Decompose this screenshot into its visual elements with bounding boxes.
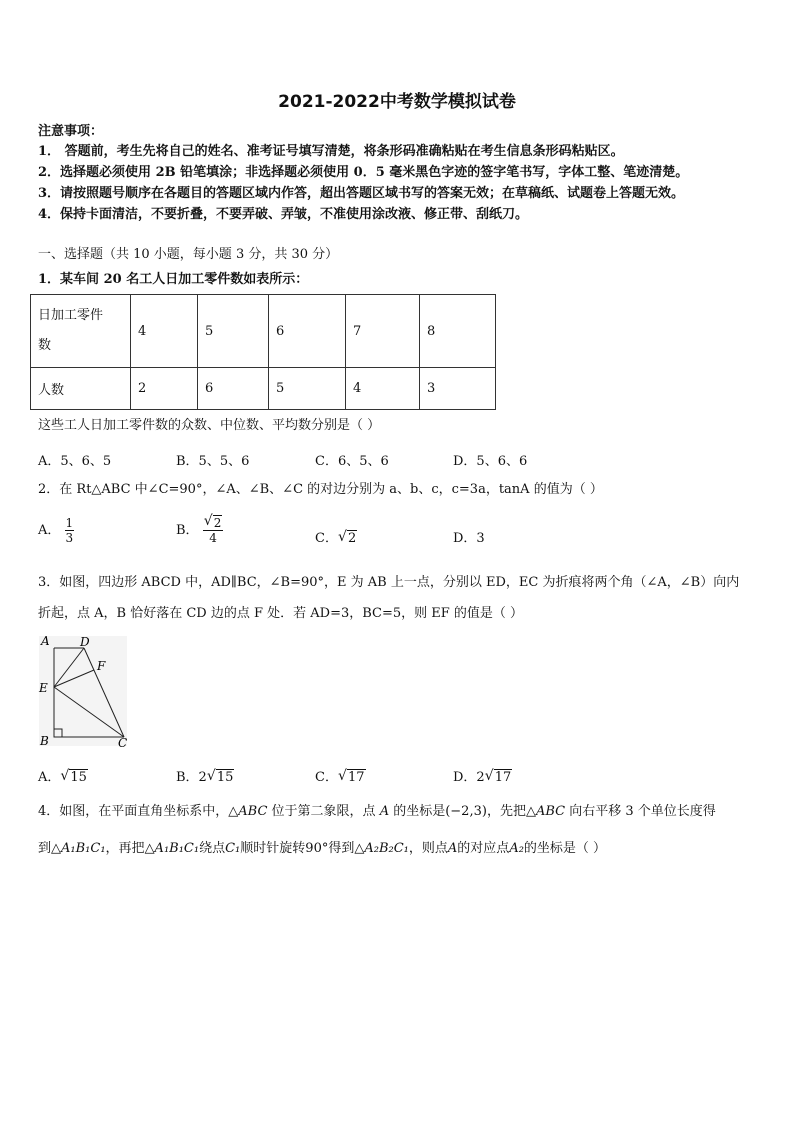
option-label: A． — [38, 523, 61, 538]
option-label: B．2 — [176, 770, 207, 785]
page-title: 2021-2022中考数学模拟试卷 — [278, 92, 516, 112]
figure-label-f: F — [97, 659, 106, 673]
question-2-option-c[interactable] — [315, 527, 357, 546]
sqrt — [338, 531, 357, 546]
section-heading: 一、选择题（共 10 小题，每小题 3 分，共 30 分） — [38, 247, 339, 262]
sqrt-value: 15 — [70, 770, 87, 785]
option-label: A． — [38, 770, 61, 785]
option-label: B． — [176, 523, 199, 538]
table-header-line-1: 日加工零件 — [38, 308, 104, 323]
option-label: C． — [315, 770, 338, 785]
option-label: D．2 — [453, 770, 485, 785]
text: 位于第二象限，点 — [267, 804, 380, 819]
table-row-header — [31, 295, 131, 368]
sqrt — [207, 770, 235, 785]
table-row-header: 人数 — [31, 368, 131, 410]
text: 到 — [38, 841, 52, 856]
text: 绕点 — [199, 841, 226, 856]
fraction-denominator: 4 — [209, 531, 217, 545]
sqrt-value: 15 — [216, 770, 234, 785]
question-2-option-a[interactable] — [38, 516, 74, 545]
math: △A₁B₁C₁ — [51, 841, 106, 856]
fraction-numerator — [203, 513, 224, 531]
table-cell: 5 — [269, 368, 346, 410]
figure-label-c: C — [118, 736, 128, 750]
math: A₂ — [509, 841, 524, 856]
table-cell: 4 — [131, 295, 198, 368]
radical-icon: √ — [484, 768, 494, 784]
table-cell: 7 — [346, 295, 420, 368]
math: △A₂B₂C₁ — [354, 841, 409, 856]
math: 90° — [305, 841, 329, 856]
math: △ABC — [228, 804, 268, 819]
question-3-stem-line-2: 折起，点 A，B 恰好落在 CD 边的点 F 处．若 AD=3，BC=5，则 EF 的值是（ ） — [38, 606, 524, 621]
table-cell: 3 — [420, 368, 496, 410]
question-1-option-b[interactable]: B．5、5、6 — [176, 454, 250, 469]
table-cell: 6 — [269, 295, 346, 368]
sqrt-value: 17 — [347, 770, 365, 785]
notice-item-3: 3．请按照题号顺序在各题目的答题区域内作答，超出答题区域书写的答案无效；在草稿纸、试题卷上答题无效。 — [38, 186, 685, 201]
sqrt-value: 17 — [494, 770, 512, 785]
text: 向右平移 3 个单位长度得 — [565, 804, 716, 819]
text: ，先把 — [486, 804, 526, 819]
math: (−2,3) — [445, 804, 487, 819]
figure-label-d: D — [80, 635, 90, 649]
text: 4．如图，在平面直角坐标系中， — [38, 804, 229, 819]
question-4-stem-line-2 — [38, 840, 606, 858]
sqrt — [203, 513, 223, 530]
question-3-option-d[interactable] — [453, 766, 512, 785]
text: 的对应点 — [457, 841, 510, 856]
figure-label-e: E — [39, 681, 48, 695]
table-cell: 8 — [420, 295, 496, 368]
question-3-figure — [34, 632, 134, 752]
question-3-option-a[interactable] — [38, 766, 88, 785]
question-1-text: 这些工人日加工零件数的众数、中位数、平均数分别是（ ） — [38, 418, 381, 433]
text: ，则点 — [408, 841, 448, 856]
sqrt-value: 2 — [213, 516, 222, 530]
question-2-stem: 2．在 Rt△ABC 中∠C=90°，∠A、∠B、∠C 的对边分别为 a、b、c，c=3a，tanA 的值为（ ） — [38, 482, 603, 497]
table-cell: 6 — [198, 368, 269, 410]
notice-item-1: 1． 答题前，考生先将自己的姓名、准考证号填写清楚，将条形码准确粘贴在考生信息条形码粘贴区。 — [38, 144, 624, 159]
text: 的坐标是 — [389, 804, 446, 819]
question-4-stem-line-1 — [38, 803, 716, 821]
fraction-numerator: 1 — [65, 516, 74, 530]
question-2-option-d[interactable]: D．3 — [453, 531, 485, 546]
question-1-option-c[interactable]: C．6、5、6 — [315, 454, 389, 469]
fraction — [203, 513, 224, 545]
radical-icon: √ — [203, 513, 213, 529]
table-cell: 5 — [198, 295, 269, 368]
table-cell: 2 — [131, 368, 198, 410]
figure-label-b: B — [40, 734, 49, 748]
question-2-option-b[interactable] — [176, 513, 223, 545]
radical-icon: √ — [206, 768, 216, 784]
table-cell: 4 — [346, 368, 420, 410]
notice-item-4: 4．保持卡面清洁，不要折叠，不要弄破、弄皱，不准使用涂改液、修正带、刮纸刀。 — [38, 207, 529, 222]
math: A — [447, 841, 458, 856]
question-1-stem: 1．某车间 20 名工人日加工零件数如表所示： — [38, 272, 309, 287]
math: △A₁B₁C₁ — [144, 841, 200, 856]
figure-label-a: A — [41, 634, 50, 648]
text: ，再把 — [105, 841, 145, 856]
text: 的坐标是（ ） — [523, 841, 607, 856]
question-3-option-c[interactable] — [315, 766, 366, 785]
option-label: C． — [315, 531, 338, 546]
math: C₁ — [225, 841, 241, 856]
radical-icon: √ — [337, 768, 347, 784]
question-1-table — [30, 294, 496, 410]
sqrt — [485, 770, 513, 785]
text: 得到 — [328, 841, 355, 856]
table-header-line-2: 数 — [38, 338, 52, 353]
fraction — [65, 516, 75, 545]
sqrt — [60, 770, 88, 785]
notice-heading: 注意事项： — [38, 124, 104, 139]
question-1-option-a[interactable]: A．5、6、5 — [38, 454, 112, 469]
question-3-stem-line-1: 3．如图，四边形 ABCD 中，AD∥BC，∠B=90°，E 为 AB 上一点，分别以 ED，EC 为折痕将两个角（∠A，∠B）向内 — [38, 575, 740, 590]
sqrt — [338, 770, 366, 785]
radical-icon: √ — [337, 529, 347, 545]
radical-icon: √ — [60, 768, 70, 784]
fraction-denominator: 3 — [65, 531, 74, 545]
question-3-option-b[interactable] — [176, 766, 234, 785]
sqrt-value: 2 — [347, 531, 357, 546]
math: △ABC — [525, 804, 566, 819]
math: A — [379, 804, 390, 819]
notice-item-2: 2．选择题必须使用 2B 铅笔填涂；非选择题必须使用 0．5 毫米黑色字迹的签字笔书写，字体工整、笔迹清楚。 — [38, 165, 689, 180]
text: 顺时针旋转 — [240, 841, 306, 856]
question-1-option-d[interactable]: D．5、6、6 — [453, 454, 528, 469]
